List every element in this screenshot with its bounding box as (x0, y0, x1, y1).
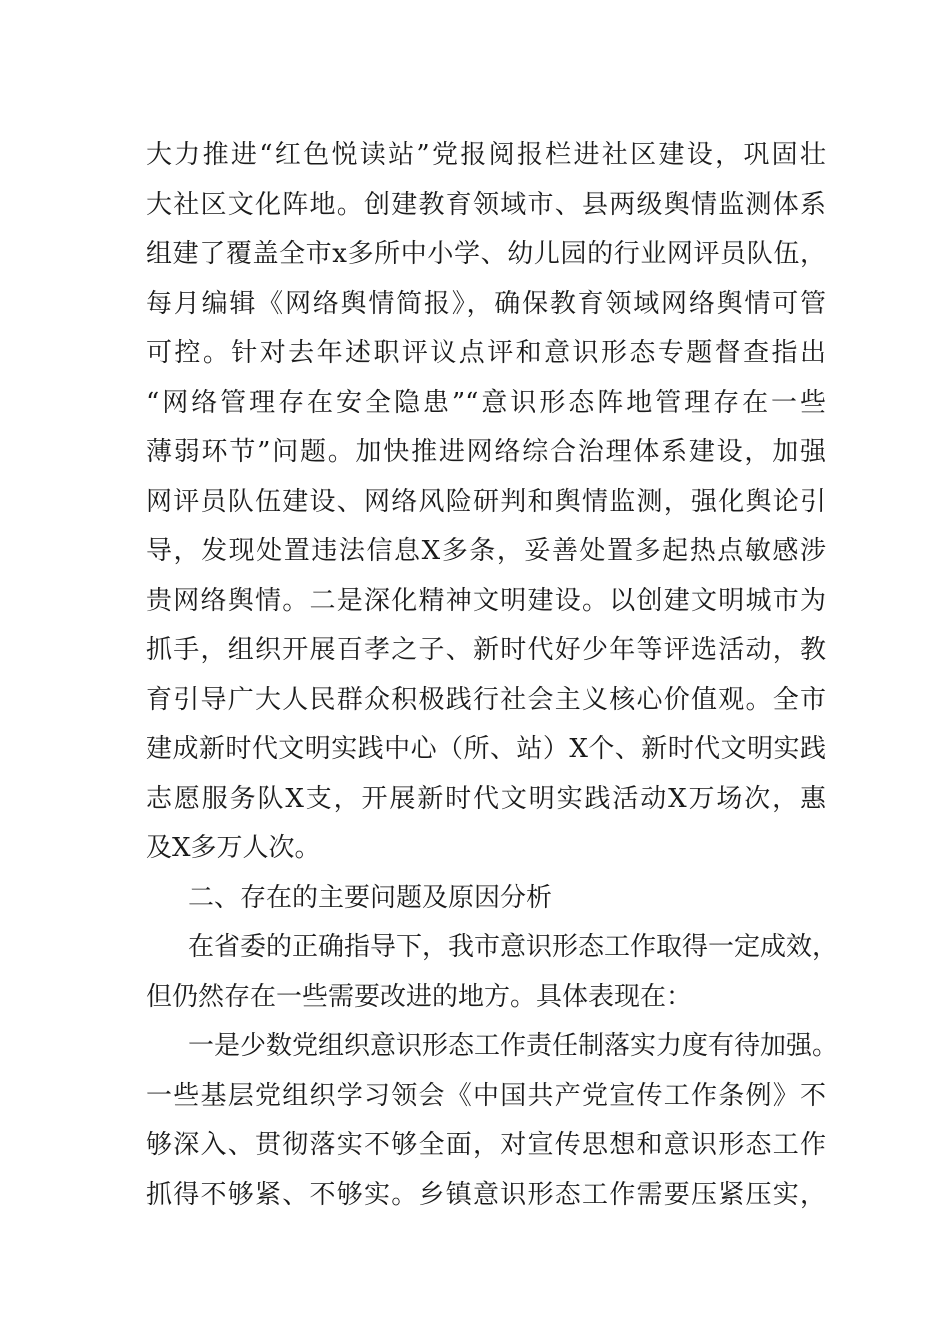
text-line: 薄弱环节”问题。加快推进网络综合治理体系建设，加强 (146, 437, 826, 467)
text-line: 抓手，组织开展百孝之子、新时代好少年等评选活动，教 (146, 635, 826, 665)
text-line: 大社区文化阵地。创建教育领域市、县两级舆情监测体系 (146, 189, 826, 220)
text-line: “网络管理存在安全隐患”“意识形态阵地管理存在一些 (146, 387, 826, 418)
text-line: 一些基层党组织学习领会《中国共产党宣传工作条例》不 (146, 1080, 826, 1111)
text-line: 建成新时代文明实践中心（所、站）X个、新时代文明实践 (146, 734, 826, 764)
text-line: 每月编辑《网络舆情简报》，确保教育领域网络舆情可管 (146, 288, 826, 319)
text-line: 导，发现处置违法信息X多条，妥善处置多起热点敏感涉 (146, 536, 826, 566)
section-heading: 二、存在的主要问题及原因分析 (188, 882, 553, 913)
text-line: 在省委的正确指导下，我市意识形态工作取得一定成效， (188, 932, 839, 962)
text-line: 够深入、贯彻落实不够全面，对宣传思想和意识形态工作 (146, 1130, 826, 1160)
text-line: 大力推进“红色悦读站”党报阅报栏进社区建设，巩固壮 (146, 140, 826, 170)
text-line: 志愿服务队X支，开展新时代文明实践活动X万场次，惠 (146, 783, 826, 814)
text-line: 组建了覆盖全市x多所中小学、幼儿园的行业网评员队伍， (146, 239, 826, 269)
text-line: 抓得不够紧、不够实。乡镇意识形态工作需要压紧压实， (146, 1179, 826, 1210)
text-line: 贵网络舆情。二是深化精神文明建设。以创建文明城市为 (146, 585, 826, 616)
text-line: 一是少数党组织意识形态工作责任制落实力度有待加强。 (188, 1031, 839, 1061)
text-line: 网评员队伍建设、网络风险研判和舆情监测，强化舆论引 (146, 486, 826, 517)
text-line: 及X多万人次。 (146, 833, 321, 863)
text-line: 可控。针对去年述职评议点评和意识形态专题督查指出 (146, 338, 826, 368)
text-line: 育引导广大人民群众积极践行社会主义核心价值观。全市 (146, 684, 826, 715)
body-text (146, 131, 839, 1220)
text-line: 但仍然存在一些需要改进的地方。具体表现在： (146, 981, 693, 1012)
